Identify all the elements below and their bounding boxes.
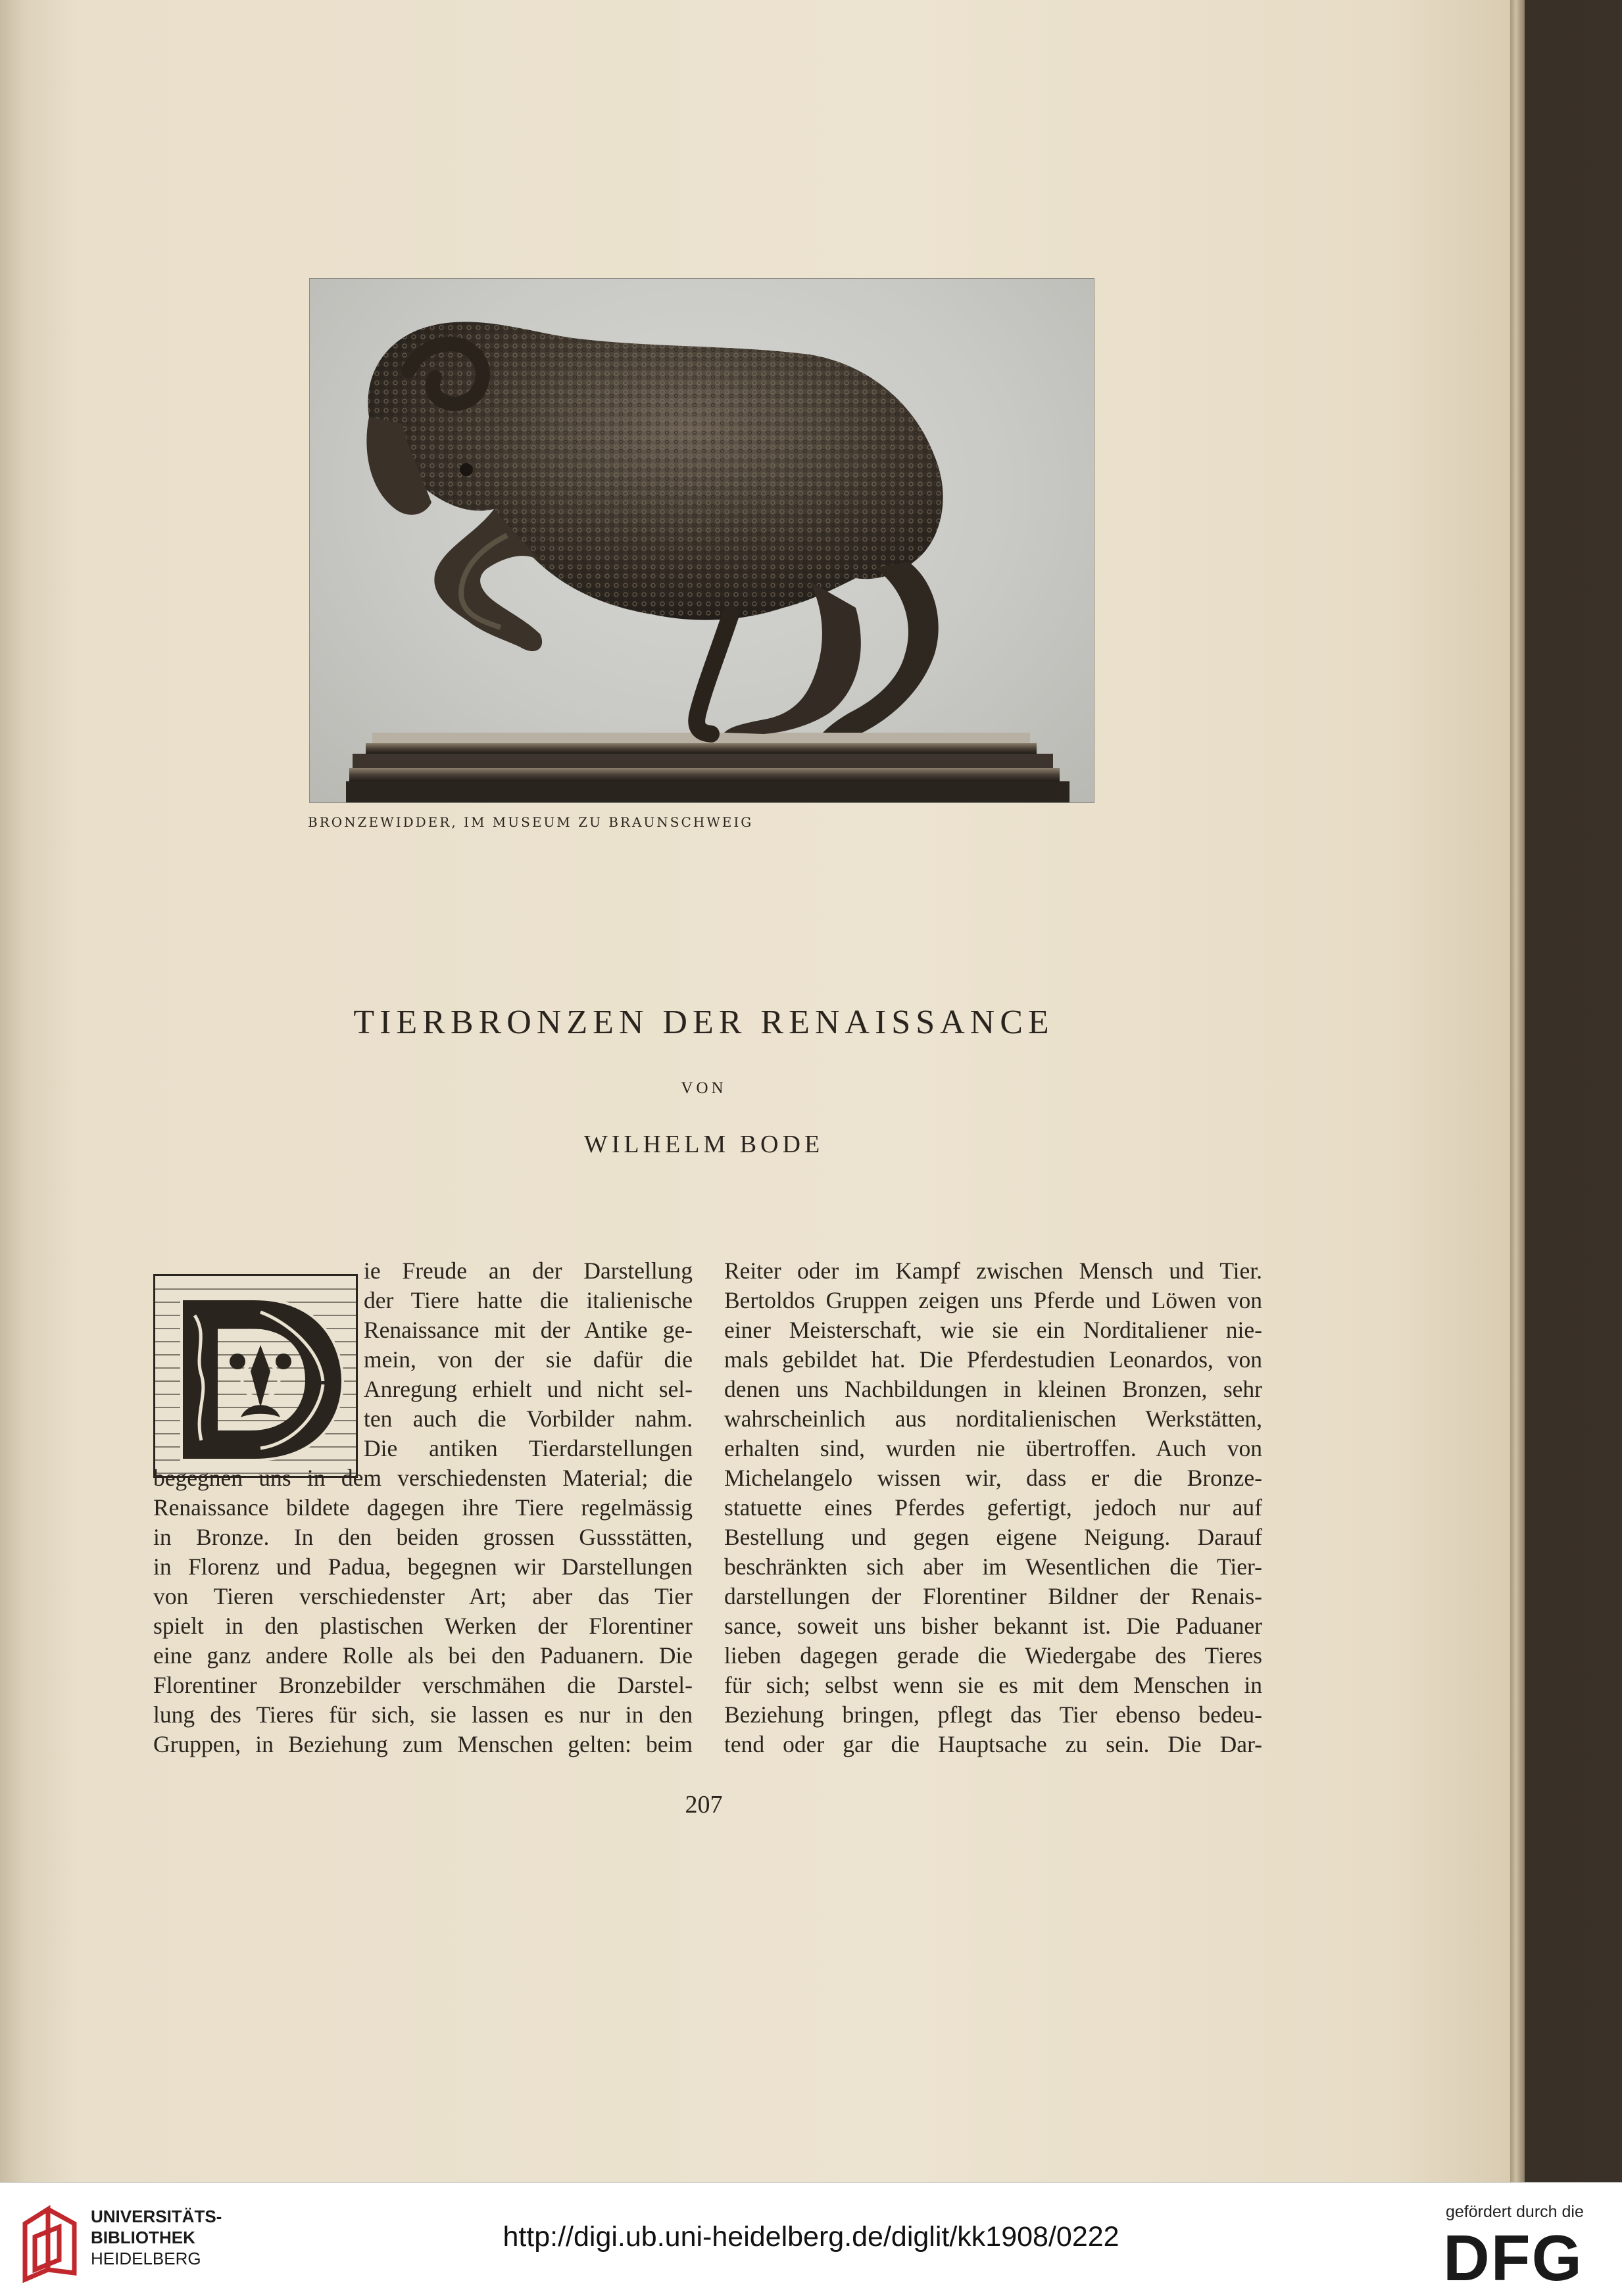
sculpture-base [346, 733, 1069, 803]
text-line: von Tieren verschiedenster Art; aber das Tier [153, 1583, 693, 1609]
text-line: lung des Tieres für sich, sie lassen es nur in den [153, 1701, 693, 1728]
page-edge [1510, 0, 1525, 2182]
text-line: Renaissance bildete dagegen ihre Tiere regelmässig [153, 1494, 693, 1521]
text-line: ie Freude an der Darstellung [364, 1258, 693, 1284]
bronze-ram-photograph [309, 278, 1094, 803]
text-line: Die antiken Tierdarstellungen [364, 1435, 693, 1461]
page-number: 207 [685, 1791, 723, 1819]
text-line: beschränkten sich aber im Wesentlichen die Tier- [724, 1553, 1262, 1580]
text-line: Bestellung und gegen eigene Neigung. Darauf [724, 1524, 1262, 1550]
dfg-logo-icon[interactable] [1443, 2229, 1601, 2284]
ram-sculpture-image [310, 279, 1094, 803]
viewer-footer [0, 2182, 1622, 2296]
text-line: eine ganz andere Rolle als bei den Paduanern. Die [153, 1642, 693, 1669]
text-line: denen uns Nachbildungen in kleinen Bronzen, sehr [724, 1376, 1262, 1402]
text-line: Reiter oder im Kampf zwischen Mensch und Tier. [724, 1258, 1262, 1284]
left-text-column [153, 1256, 693, 1759]
library-name-line: BIBLIOTHEK [91, 2228, 195, 2247]
text-line: in Florenz und Padua, begegnen wir Darstellungen [153, 1553, 693, 1580]
text-line: spielt in den plastischen Werken der Florentiner [153, 1613, 693, 1639]
dfg-logo-text: DFG [1443, 2229, 1583, 2284]
text-line: mein, von der sie dafür die [364, 1346, 693, 1373]
ram-figure [366, 322, 943, 734]
text-line: Bertoldos Gruppen zeigen uns Pferde und Löwen von [724, 1287, 1262, 1313]
permalink-url[interactable]: http://digi.ub.uni-heidelberg.de/diglit/kk1908/0222 [503, 2221, 1119, 2253]
text-line: begegnen uns in dem verschiedensten Material; die [153, 1465, 693, 1491]
text-line: in Bronze. In den beiden grossen Gussstätten, [153, 1524, 693, 1550]
text-line: ten auch die Vorbilder nahm. [364, 1405, 693, 1432]
library-name-line: HEIDELBERG [91, 2249, 201, 2268]
text-line: Beziehung bringen, pflegt das Tier ebenso bedeu- [724, 1701, 1262, 1728]
text-line: Florentiner Bronzebilder verschmähen die Darstel- [153, 1672, 693, 1698]
text-line: mals gebildet hat. Die Pferdestudien Leonardos, von [724, 1346, 1262, 1373]
text-line: statuette eines Pferdes gefertigt, jedoch nur auf [724, 1494, 1262, 1521]
text-line: erhalten sind, wurden nie übertroffen. Auch von [724, 1435, 1262, 1461]
text-line: wahrscheinlich aus norditalienischen Werkstätten, [724, 1405, 1262, 1432]
text-line: Michelangelo wissen wir, dass er die Bronze- [724, 1465, 1262, 1491]
text-line: Gruppen, in Beziehung zum Menschen gelten: beim [153, 1731, 693, 1757]
funded-by-label: gefördert durch die [1446, 2203, 1584, 2221]
text-line: tend oder gar die Hauptsache zu sein. Die Dar- [724, 1731, 1262, 1757]
text-line: darstellungen der Florentiner Bildner der Renais- [724, 1583, 1262, 1609]
text-line: Renaissance mit der Antike ge- [364, 1317, 693, 1343]
article-title: TIERBRONZEN DER RENAISSANCE [353, 1004, 1054, 1041]
text-line: für sich; selbst wenn sie es mit dem Menschen in [724, 1672, 1262, 1698]
article-author: WILHELM BODE [583, 1131, 824, 1158]
text-line: Anregung erhielt und nicht sel- [364, 1376, 693, 1402]
text-line: der Tiere hatte die italienische [364, 1287, 693, 1313]
library-name-line: UNIVERSITÄTS- [91, 2207, 222, 2226]
text-line: einer Meisterschaft, wie sie ein Norditaliener nie- [724, 1317, 1262, 1343]
text-line: lieben dagegen gerade die Wiedergabe des Tieres [724, 1642, 1262, 1669]
byline-prefix: VON [681, 1079, 727, 1097]
text-line: sance, soweit uns bisher bekannt ist. Die Paduaner [724, 1613, 1262, 1639]
figure-caption: BRONZEWIDDER, IM MUSEUM ZU BRAUNSCHWEIG [308, 814, 754, 830]
right-text-column [724, 1256, 1262, 1759]
